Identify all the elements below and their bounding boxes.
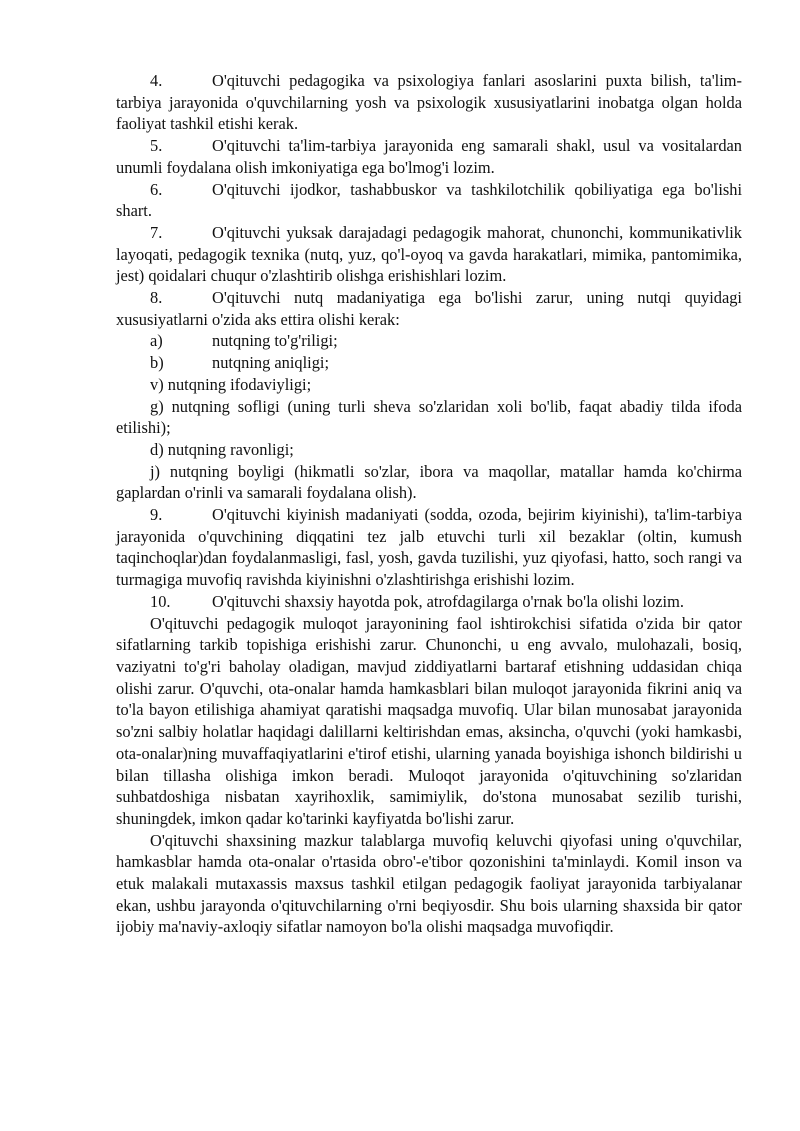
- item-number: 4.: [150, 71, 163, 90]
- sub-item-letter: a): [150, 331, 163, 351]
- sub-item-g: g) nutqning sofligi (uning turli sheva so'zlaridan xoli bo'lib, faqat abadiy tilda ifoda etilishi);: [116, 396, 742, 438]
- sub-item-text: nutqning aniqligi;: [212, 353, 330, 373]
- item-text: O'qituvchi yuksak darajadagi pedagogik mahorat, chunonchi, kommunikativlik layoqati, pedagogik texnika (nutq, yuz, qo'l-oyoq va gavda harakatlari, mimika, pantomimika, jest) qoidalari chuqur o'zlashtirib olishga erishishlari lozim.: [116, 222, 742, 286]
- item-number: 9.: [150, 505, 163, 525]
- item-number: 10.: [150, 591, 171, 611]
- list-item-9: [116, 504, 742, 591]
- item-number: 6.: [150, 179, 163, 199]
- sub-item-v: v) nutqning ifodaviyligi;: [150, 374, 312, 394]
- body-paragraph-1: O'qituvchi pedagogik muloqot jarayonining faol ishtirokchisi sifatida o'zida bir qator sifatlarning tarkib topishiga erishishi zarur. Chunonchi, u eng avvalo, mulohazali, bosiq, vaziyatni to'g'ri baholay oladigan, mavjud ziddiyatlarni bartaraf etishning uddasidan chiqa olishi zarur. O'quvchi, ota-onalar hamda hamkasblari bilan muloqot jarayonida fikrini aniq va to'la bayon etilishiga ahamiyat qaratishi maqsadga muvofiq. Ular bilan munosabat jarayonida so'zni salbiy holatlar haqidagi dalillarni keltirishdan emas, aksincha, o'quvchi (yoki hamkasbi, ota-onalar)ning muvaffaqiyatlarini e'tirof etishi, ularning yanada boyishiga ishonch bildirishi u bilan tillasha olishiga imkon beradi. Muloqot jarayonida o'qituvchining so'zlaridan suhbatdoshiga nisbatan xayrihoxlik, samimiylik, do'stona munosabat sezilib turishi, shuningdek, imkon qadar ko'tarinki kayfiyatda bo'lishi zarur.: [116, 613, 742, 828]
- item-text: O'qituvchi kiyinish madaniyati (sodda, ozoda, bejirim kiyinishi), ta'lim-tarbiya jarayonida o'quvchining diqqatini tez jalb etuvchi turli xil bezaklar (oltin, kumush taqinchoqlar)dan foydalanmasligi, fasl, yosh, gavda tuzilishi, yuz qiyofasi, hatto, soch rangi va turmagiga muvofiq ravishda kiyinishni o'zlashtirishga erishishi lozim.: [116, 505, 742, 590]
- list-item-7: [116, 222, 742, 287]
- list-item-10: [116, 591, 742, 613]
- sub-item-d: d) nutqning ravonligi;: [150, 439, 294, 459]
- sub-item-text: nutqning to'g'riligi;: [212, 331, 338, 351]
- sub-item-b: [116, 352, 742, 374]
- list-item-4: [116, 70, 742, 135]
- item-text: O'qituvchi pedagogika va psixologiya fanlari asoslarini puxta bilish, ta'lim-tarbiya jarayonida o'quvchilarning yosh va psixologik xususiyatlarini inobatga olgan holda faoliyat tashkil etishi kerak.: [116, 71, 742, 134]
- list-item-6: [116, 179, 742, 222]
- list-item-5: [116, 135, 742, 178]
- item-text: O'qituvchi shaxsiy hayotda pok, atrofdagilarga o'rnak bo'la olishi lozim.: [212, 591, 684, 611]
- sub-item-a: [116, 330, 742, 352]
- item-number: 8.: [150, 288, 163, 308]
- item-text: O'qituvchi ijodkor, tashabbuskor va tashkilotchilik qobiliyatiga ega bo'lishi shart.: [116, 179, 742, 221]
- item-text: O'qituvchi ta'lim-tarbiya jarayonida eng samarali shakl, usul va vositalardan unumli foydalana olish imkoniyatiga ega bo'lmog'i lozim.: [116, 136, 742, 177]
- body-paragraph-2: O'qituvchi shaxsining mazkur talablarga muvofiq keluvchi qiyofasi uning o'quvchilar, hamkasblar hamda ota-onalar o'rtasida obro'-e'tibor qozonishini ta'minlaydi. Komil inson va etuk malakali mutaxassis maxsus tashkil etilgan pedagogik faoliyat jarayonida tarbiyalanar ekan, ushbu jarayonda o'qituvchilarning o'rni beqiyosdir. Shu bois ularning shaxsida bir qator ijobiy ma'naviy-axloqiy sifatlar namoyon bo'la olishi maqsadga muvofiqdir.: [116, 830, 742, 937]
- item-number: 5.: [150, 136, 163, 156]
- sub-item-letter: b): [150, 353, 164, 373]
- list-item-8: [116, 287, 742, 330]
- item-number: 7.: [150, 222, 163, 242]
- sub-item-j: j) nutqning boyligi (hikmatli so'zlar, ibora va maqollar, matallar hamda ko'chirma gaplardan o'rinli va samarali foydalana olish).: [116, 461, 742, 503]
- item-text: O'qituvchi nutq madaniyatiga ega bo'lishi zarur, uning nutqi quyidagi xususiyatlarni o'zida aks ettira olishi kerak:: [116, 288, 742, 329]
